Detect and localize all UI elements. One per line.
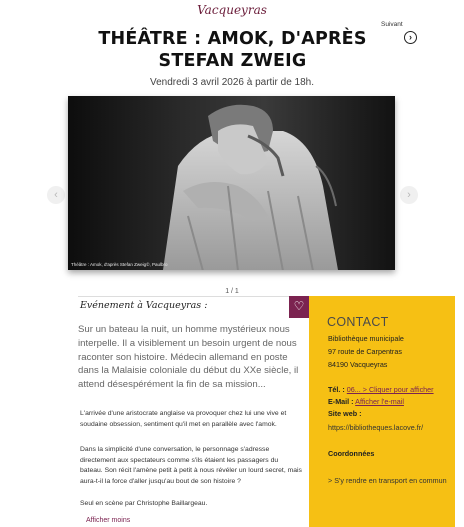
event-intro: Sur un bateau la nuit, un homme mystérieux nous interpelle. Il a visiblement un besoin urgent de nous raconter son histoire. Médecin allemand en poste dans la Malaisie coloniale du début du XXe siècle, il attend désespérément la fin de sa mission... [78, 324, 299, 391]
next-button[interactable] [404, 31, 417, 44]
event-paragraph-1: L'arrivée d'une aristocrate anglaise va provoquer chez lui une vive et soudaine obsession, sentiment qu'il met en parallèle avec l'amok. [80, 410, 287, 428]
phone-label: Tél. : [328, 385, 345, 394]
email-label: E-Mail : [328, 397, 354, 406]
event-kicker: Evénement à Vacqueyras : [80, 300, 208, 311]
arrow-prev[interactable] [47, 186, 65, 204]
contact-email-row [328, 397, 404, 407]
web-link[interactable]: https://bibliotheques.lacove.fr/ [328, 423, 424, 432]
show-less-link[interactable]: Afficher moins [86, 517, 131, 524]
favorite-button[interactable] [289, 296, 309, 318]
contact-street: 97 route de Carpentras [328, 347, 402, 356]
contact-title: CONTACT [327, 315, 389, 329]
arrow-next[interactable] [400, 186, 418, 204]
coordinates-label: Coordonnées [328, 449, 375, 458]
event-paragraph-3: Seul en scène par Christophe Baillargeau. [80, 500, 208, 507]
photo-illustration [68, 96, 395, 270]
transport-link[interactable] [328, 475, 448, 487]
section-divider [78, 296, 290, 297]
phone-reveal-link[interactable]: 06... > Cliquer pour afficher [346, 385, 434, 394]
web-label: Site web : [328, 409, 362, 418]
chevron-right-icon: › [407, 189, 411, 201]
event-date: Vendredi 3 avril 2026 à partir de 18h. [150, 77, 314, 88]
heart-icon: ♡ [293, 299, 305, 313]
contact-city: 84190 Vacqueyras [328, 360, 388, 369]
transport-text[interactable]: > S'y rendre en transport en commun [328, 476, 447, 485]
contact-phone-row [328, 385, 434, 395]
chevron-left-icon: ‹ [54, 189, 58, 201]
town-name: Vacqueyras [197, 3, 267, 17]
email-reveal-link[interactable]: Afficher l'e-mail [355, 397, 404, 406]
event-photo[interactable] [68, 96, 395, 270]
carousel-pager: 1 / 1 [225, 288, 239, 295]
contact-org: Bibliothèque municipale [328, 334, 404, 343]
event-paragraph-2: Dans la simplicité d'une conversation, le personnage s'adresse directement aux spectateurs comme s'ils étaient les passagers du bateau. Son récit l'amène petit à petit à nous révéler un lourd secret, mais aura-t-il la force d'aller jusqu'au bout de son histoire ? [80, 446, 302, 485]
event-title: THÉÂTRE : AMOK, D'APRÈS STEFAN ZWEIG [98, 29, 367, 71]
contact-box [309, 296, 455, 527]
photo-caption: Théâtre : Amok, d'après Stefan Zweig©, Paulbro [71, 262, 168, 267]
chevron-right-icon: › [409, 32, 412, 42]
next-label[interactable]: Suivant [381, 21, 403, 28]
